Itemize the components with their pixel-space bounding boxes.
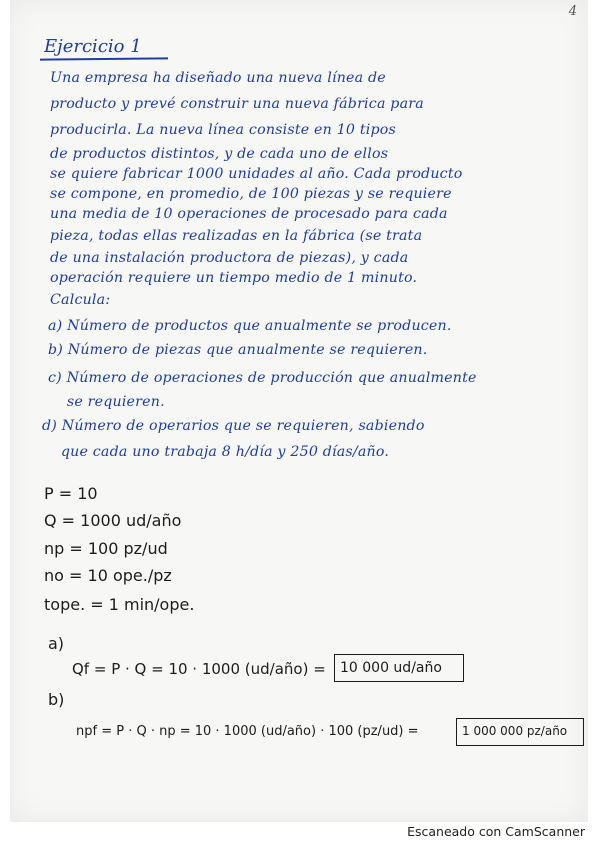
question-d-cont: que cada uno trabaja 8 h/día y 250 días/año. xyxy=(42,444,390,460)
page-number: 4 xyxy=(568,4,577,19)
statement-line: se compone, en promedio, de 100 piezas y se requiere xyxy=(50,186,452,202)
calcula-label: Calcula: xyxy=(50,292,111,308)
given-q: Q = 1000 ud/año xyxy=(44,511,182,530)
statement-line: una media de 10 operaciones de procesado para cada xyxy=(50,206,448,222)
question-c: c) Número de operaciones de producción que anualmente xyxy=(48,370,477,386)
question-d: d) Número de operarios que se requieren, sabiendo xyxy=(42,418,425,434)
statement-line: se quiere fabricar 1000 unidades al año. Cada producto xyxy=(50,166,463,182)
answer-a-label: a) xyxy=(48,634,65,653)
statement-line: de productos distintos, y de cada uno de ellos xyxy=(50,146,389,162)
answer-b-result: 1 000 000 pz/año xyxy=(462,724,568,738)
given-no: no = 10 ope./pz xyxy=(44,566,172,585)
statement-line: de una instalación productora de piezas), y cada xyxy=(50,250,409,266)
answer-a-result: 10 000 ud/año xyxy=(340,660,442,676)
statement-line: Una empresa ha diseñado una nueva línea de xyxy=(50,70,386,86)
given-p: P = 10 xyxy=(44,484,98,503)
given-tope: tope. = 1 min/ope. xyxy=(44,595,195,614)
given-np: np = 100 pz/ud xyxy=(44,539,168,558)
question-b: b) Número de piezas que anualmente se requieren. xyxy=(48,342,428,358)
statement-line: producirla. La nueva línea consiste en 10 tipos xyxy=(50,122,397,138)
statement-line: pieza, todas ellas realizadas en la fábrica (se trata xyxy=(50,228,423,244)
exercise-title: Ejercicio 1 xyxy=(44,36,142,57)
question-c-cont: se requieren. xyxy=(48,394,165,410)
question-a: a) Número de productos que anualmente se producen. xyxy=(48,318,452,334)
scanner-watermark: Escaneado con CamScanner xyxy=(407,824,585,839)
statement-line: producto y prevé construir una nueva fábrica para xyxy=(50,96,424,112)
statement-line: operación requiere un tiempo medio de 1 minuto. xyxy=(50,270,418,286)
answer-a-equation: Qf = P · Q = 10 · 1000 (ud/año) = xyxy=(72,660,326,678)
answer-b-equation: npf = P · Q · np = 10 · 1000 (ud/año) · 100 (pz/ud) = xyxy=(76,724,419,739)
answer-b-label: b) xyxy=(48,690,65,709)
